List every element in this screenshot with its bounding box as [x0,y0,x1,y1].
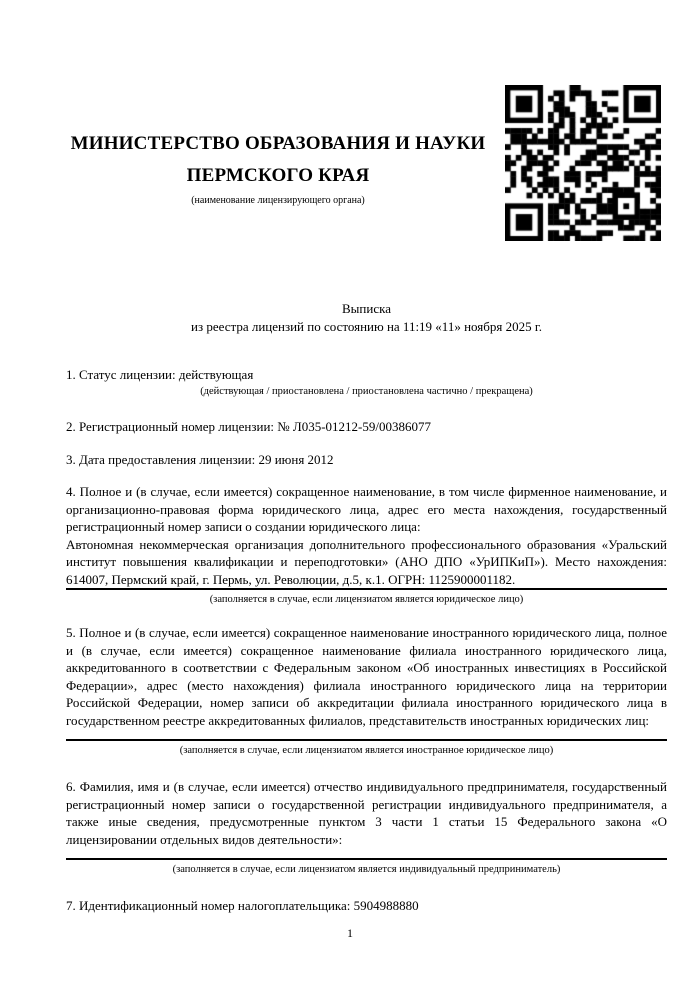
item-4-label: 4. Полное и (в случае, если имеется) сокращенное наименование, в том числе фирменное наименование, и организационно-правовая форма юридического лица, адрес его места нахождения, государственный регистрационный номер записи о создании юридического лица: [66,484,667,534]
page-number: 1 [347,926,353,940]
item-5-label: 5. Полное и (в случае, если имеется) сокращенное наименование иностранного юридического лица, полное и (в случае, если имеется) сокращенное наименование филиала иностранного юридического лица, аккредитованного в соответствии с Федеральным законом «Об иностранных инвестициях в Российской Федерации», адрес (место нахождения) филиала иностранного юридического лица на территории Российской Федерации, номер записи об аккредитации филиала иностранного юридического лица в государственном реестре аккредитованных филиалов, представительств иностранных юридических лиц: [66,625,667,728]
fill-in-rule [66,588,667,590]
ministry-caption: (наименование лицензирующего органа) [191,195,365,206]
item-6-individual-entrepreneur [66,778,667,876]
item-5-caption: (заполняется в случае, если лицензиатом является иностранное юридическое лицо) [179,745,554,756]
item-4-value: Автономная некоммерческая организация дополнительного профессионального образования «Уральский институт повышения квалификации и переподготовки» (АНО ДПО «УрИПКиП»). Место нахождения: 614007, Пермский край, г. Пермь, ул. Революции, д.5, к.1. ОГРН: 1125900001182. [66,536,667,587]
item-6-label: 6. Фамилия, имя и (в случае, если имеется) отчество индивидуального предпринимателя, государственный регистрационный номер записи о государственной регистрации индивидуального предпринимателя, а также иные сведения, предусмотренные пунктом 3 части 1 статьи 15 Федерального закона «О лицензировании отдельных видов деятельности»: [66,779,667,847]
item-5-foreign-entity [66,624,667,757]
document-title-line2: из реестра лицензий по состоянию на 11:19 «11» ноября 2025 г. [191,318,542,334]
item-2-registration-number: 2. Регистрационный номер лицензии: № Л035-01212-59/00386077 [66,419,432,434]
ministry-name-line1: МИНИСТЕРСТВО ОБРАЗОВАНИЯ И НАУКИ [70,133,486,154]
item-1-caption: (действующая / приостановлена / приостановлена частично / прекращена) [200,386,533,397]
item-7-taxpayer-number: 7. Идентификационный номер налогоплательщика: 5904988880 [66,898,419,913]
item-4-caption: (заполняется в случае, если лицензиатом является юридическое лицо) [209,594,524,605]
fill-in-rule [66,739,667,741]
item-4-legal-entity [66,483,667,606]
ministry-name-line2: ПЕРМСКОГО КРАЯ [186,165,370,186]
item-6-caption: (заполняется в случае, если лицензиатом является индивидуальный предприниматель) [172,864,561,875]
item-3-license-date: 3. Дата предоставления лицензии: 29 июня 2012 [66,452,334,467]
fill-in-rule [66,858,667,860]
qr-code [505,85,661,241]
document-title [66,300,667,335]
licensing-authority-header [66,128,490,207]
document-title-line1: Выписка [342,301,391,316]
item-1-license-status: 1. Статус лицензии: действующая [66,367,254,382]
